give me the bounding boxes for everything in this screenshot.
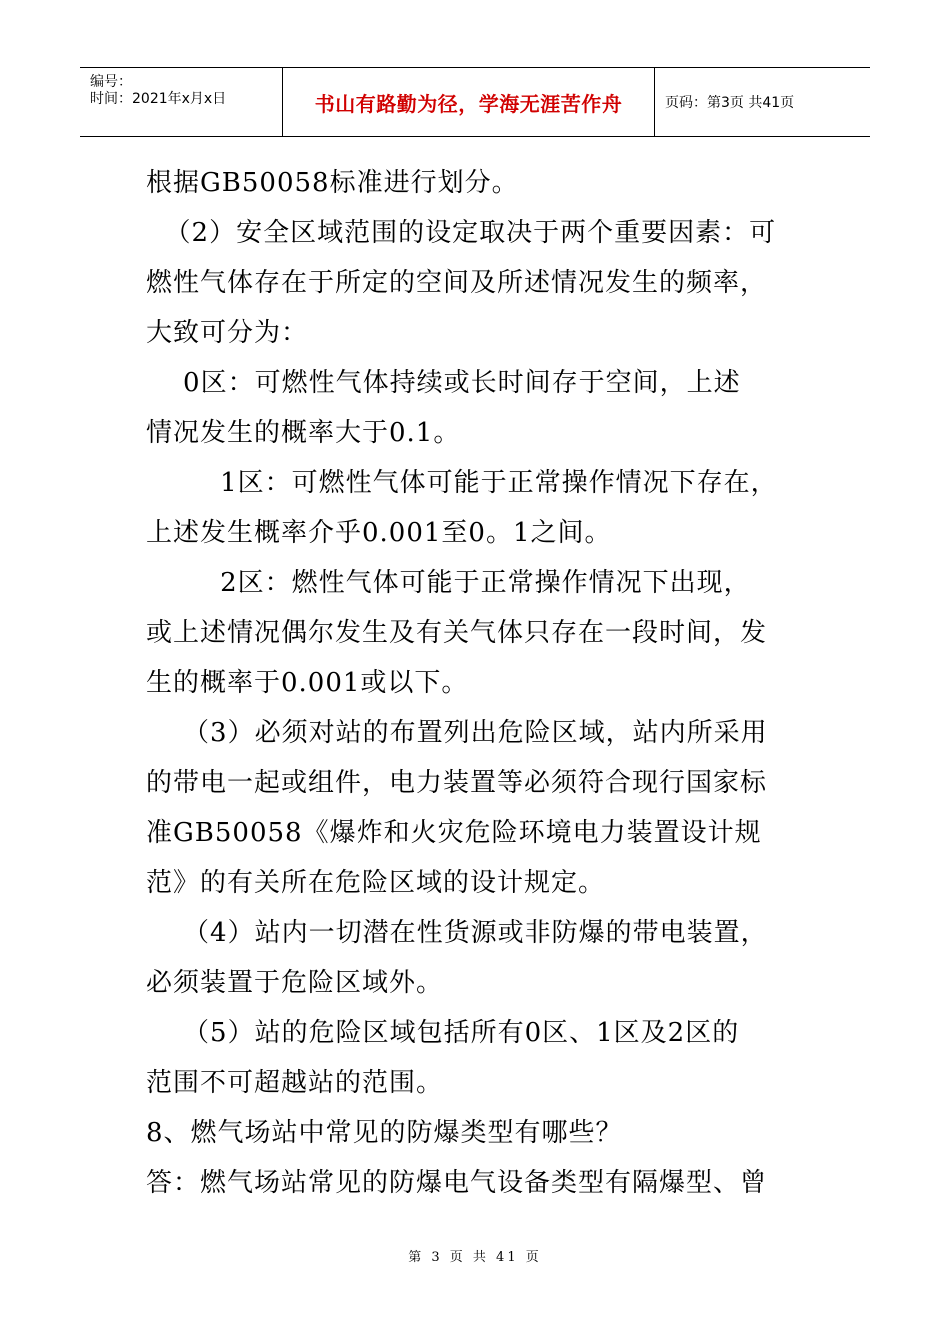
body-line: 准GB50058《爆炸和火灾危险环境电力装置设计规 bbox=[146, 818, 762, 848]
question-line: 8、燃气场站中常见的防爆类型有哪些？ bbox=[146, 1118, 623, 1148]
body-line: （3）必须对站的布置列出危险区域，站内所采用 bbox=[146, 718, 768, 748]
motto-text: 书山有路勤为径，学海无涯苦作舟 bbox=[314, 91, 623, 116]
body-line: 范围不可超越站的范围。 bbox=[146, 1068, 444, 1098]
answer-line: 答：燃气场站常见的防爆电气设备类型有隔爆型、曾 bbox=[146, 1168, 768, 1198]
body-line: 的带电一起或组件，电力装置等必须符合现行国家标 bbox=[146, 768, 768, 798]
body-line: （5）站的危险区域包括所有0区、1区及2区的 bbox=[146, 1018, 740, 1048]
body-line: （2）安全区域范围的设定取决于两个重要因素：可 bbox=[146, 218, 777, 248]
body-line: 根据GB50058标准进行划分。 bbox=[146, 168, 519, 198]
header-meta bbox=[80, 68, 283, 136]
footer-page-number: 第 3 页 共 41 页 bbox=[408, 1250, 542, 1265]
body-line: 2区：燃性气体可能于正常操作情况下出现， bbox=[146, 568, 751, 598]
document-body bbox=[146, 158, 810, 1208]
body-line: 或上述情况偶尔发生及有关气体只存在一段时间，发 bbox=[146, 618, 768, 648]
body-line: （4）站内一切潜在性货源或非防爆的带电装置， bbox=[146, 918, 768, 948]
body-line: 0区：可燃性气体持续或长时间存于空间，上述 bbox=[146, 368, 741, 398]
body-line: 燃性气体存在于所定的空间及所述情况发生的频率， bbox=[146, 268, 768, 298]
date-label: 时间：2021年x月x日 bbox=[90, 91, 227, 107]
body-line: 上述发生概率介乎0.001至0。1之间。 bbox=[146, 518, 612, 548]
page-footer bbox=[0, 1246, 950, 1265]
document-header bbox=[80, 67, 870, 137]
body-line: 大致可分为： bbox=[146, 318, 309, 348]
body-line: 情况发生的概率大于0.1。 bbox=[146, 418, 461, 448]
body-line: 必须装置于危险区域外。 bbox=[146, 968, 444, 998]
body-line: 生的概率于0.001或以下。 bbox=[146, 668, 469, 698]
body-line: 范》的有关所在危险区域的设计规定。 bbox=[146, 868, 606, 898]
header-page-info-cell bbox=[655, 68, 870, 136]
body-line: 1区：可燃性气体可能于正常操作情况下存在， bbox=[146, 468, 778, 498]
header-motto-cell bbox=[283, 68, 655, 136]
number-label: 编号： bbox=[90, 74, 132, 90]
page-info: 页码：第3页 共41页 bbox=[665, 95, 795, 111]
